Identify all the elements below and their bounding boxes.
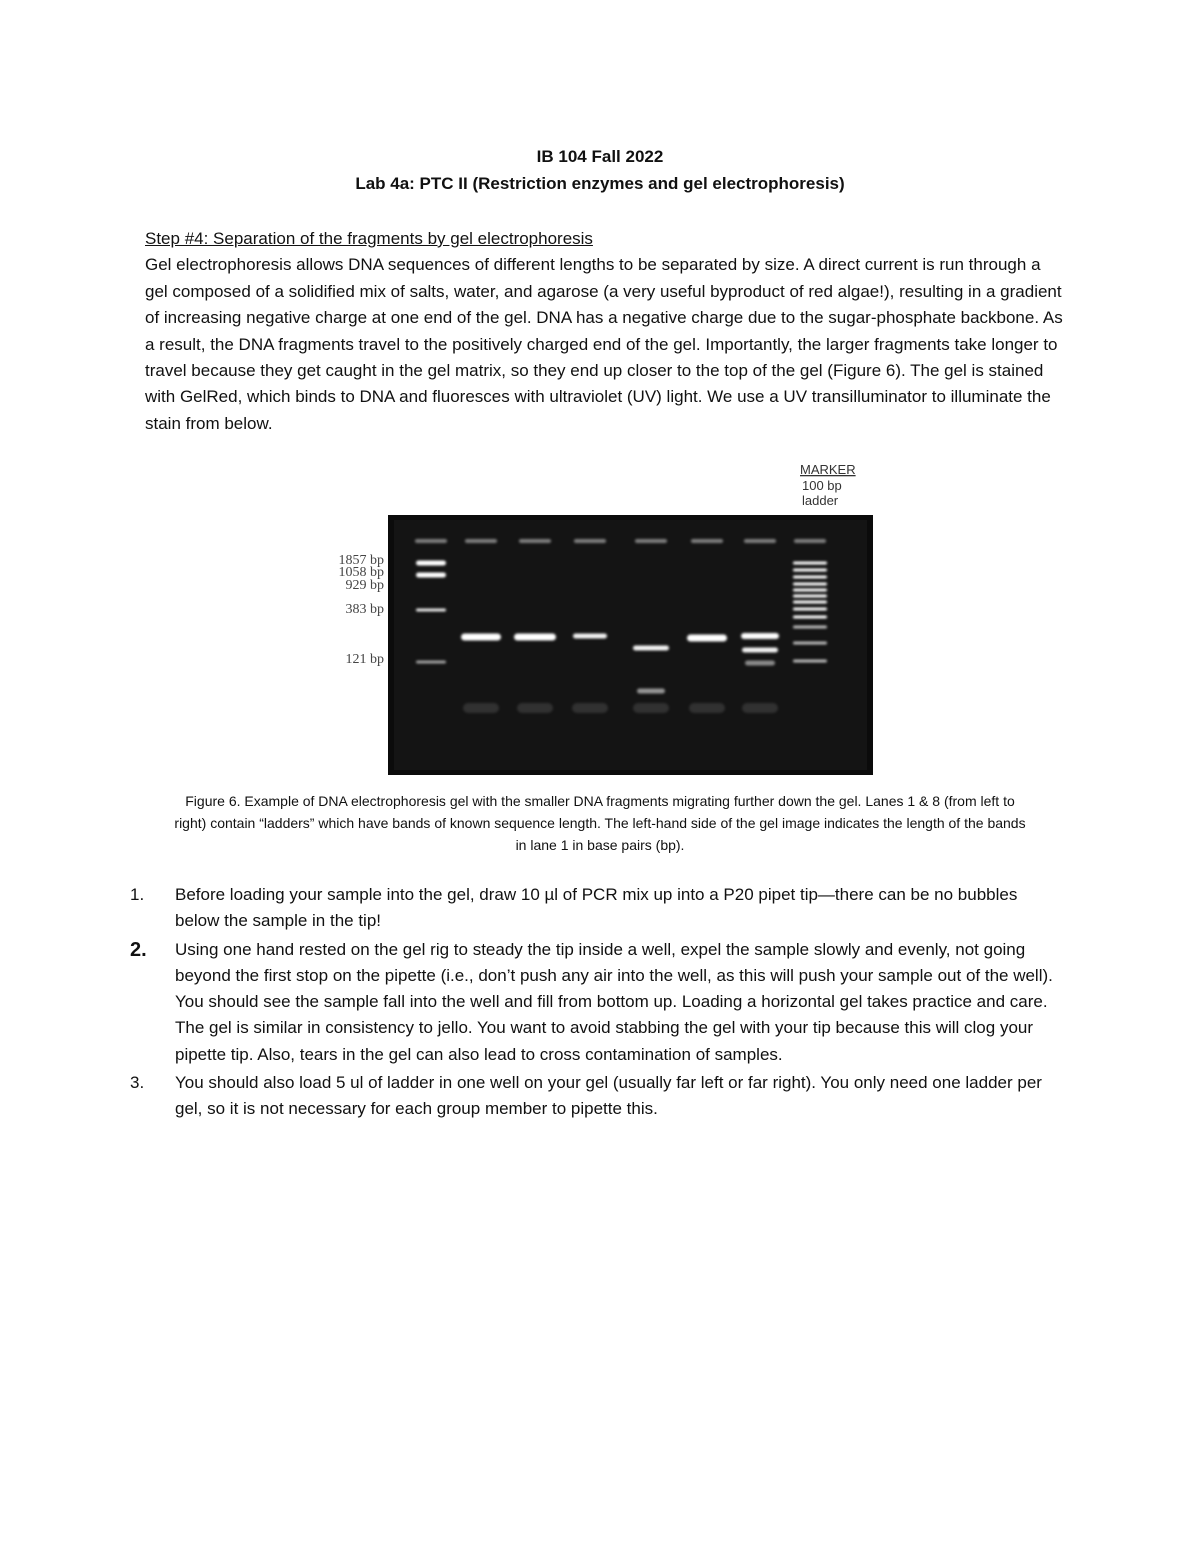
marker-label: MARKER xyxy=(800,462,856,477)
primer-smear xyxy=(633,703,669,713)
size-label-383: 383 bp xyxy=(345,602,384,617)
gel-well xyxy=(574,539,606,543)
lab-title: Lab 4a: PTC II (Restriction enzymes and gel electrophoresis) xyxy=(355,174,845,193)
figure-caption: Figure 6. Example of DNA electrophoresis gel with the smaller DNA fragments migrating further down the gel. Lanes 1 & 8 (from left to right) contain “ladders” which have bands of known sequence length. The left-hand side of the gel image indicates the length of the bands in lane 1 in base pairs (bp). xyxy=(174,793,1026,853)
course-title: IB 104 Fall 2022 xyxy=(536,147,664,166)
step-section xyxy=(145,226,1065,437)
step-number: 2. xyxy=(130,938,147,961)
ladder-band xyxy=(416,661,446,664)
marker-band xyxy=(793,583,827,586)
sample-band xyxy=(745,661,775,666)
gel-well xyxy=(465,539,497,543)
size-label-1857: 1857 bp xyxy=(338,553,384,568)
gel-inner xyxy=(394,520,867,770)
marker-band xyxy=(793,569,827,572)
sample-band xyxy=(687,635,727,642)
gel-well xyxy=(519,539,551,543)
marker-band xyxy=(793,616,827,619)
size-label-121: 121 bp xyxy=(345,652,384,667)
gel-well xyxy=(794,539,826,543)
primer-smear xyxy=(517,703,553,713)
sample-band xyxy=(742,648,778,653)
sample-band xyxy=(514,634,556,641)
step-text: Before loading your sample into the gel, draw 10 µl of PCR mix up into a P20 pipet tip—there can be no bubbles below the sample in the tip! xyxy=(175,885,1018,931)
ladder-band xyxy=(416,573,446,578)
step-heading: Step #4: Separation of the fragments by gel electrophoresis xyxy=(145,229,593,248)
size-label-1058: 1058 bp xyxy=(338,565,384,580)
marker-band xyxy=(793,601,827,604)
primer-smear xyxy=(742,703,778,713)
step-number: 3. xyxy=(130,1073,145,1093)
marker-band xyxy=(793,576,827,579)
sample-band xyxy=(741,633,779,639)
step-text: Using one hand rested on the gel rig to steady the tip inside a well, expel the sample slowly and evenly, not going beyond the first stop on the pipette (i.e., don’t push any air into the well, as this will push your sample out of the well). You should see the sample fall into the well and fill from bottom up. Loading a horizontal gel takes practice and care. The gel is similar in consistency to jello. You want to avoid stabbing the gel with your tip because this will clog your pipette tip. Also, tears in the gel can also lead to cross contamination of samples. xyxy=(175,939,1053,1064)
sample-band xyxy=(461,634,501,641)
marker-band xyxy=(793,642,827,645)
gel-well xyxy=(415,539,447,543)
gel-well xyxy=(691,539,723,543)
size-label-929: 929 bp xyxy=(345,578,384,593)
primer-smear xyxy=(572,703,608,713)
marker-sub1: 100 bp xyxy=(802,478,842,493)
procedure-step-3 xyxy=(130,1070,1065,1123)
gel-well xyxy=(744,539,776,543)
step-number: 1. xyxy=(130,885,145,904)
marker-band xyxy=(793,660,827,663)
marker-band xyxy=(793,595,827,598)
ladder-band xyxy=(416,609,446,612)
step-paragraph: Gel electrophoresis allows DNA sequences of different lengths to be separated by size. A direct current is run through a gel composed of a solidified mix of salts, water, and agarose (a very useful byproduct of red algae!), resulting in a gradient of increasing negative charge at one end of the gel. DNA has a negative charge due to the sugar-phosphate backbone. As a result, the DNA fragments travel to the positively charged end of the gel. Importantly, the larger fragments take longer to travel because they get caught in the gel matrix, so they end up closer to the top of the gel (Figure 6). The gel is stained with GelRed, which binds to DNA and fluoresces with ultraviolet (UV) light. We use a UV transilluminator to illuminate the stain from below. xyxy=(145,255,1063,433)
primer-smear xyxy=(689,703,725,713)
procedure-step-1 xyxy=(130,882,1065,935)
procedure-list xyxy=(130,882,1065,1125)
marker-band xyxy=(793,626,827,629)
sample-band xyxy=(637,689,665,694)
marker-band xyxy=(793,608,827,611)
sample-band xyxy=(573,634,607,639)
sample-band xyxy=(633,646,669,651)
marker-band xyxy=(793,562,827,565)
marker-sub2: ladder xyxy=(802,493,839,508)
step-text: You should also load 5 ul of ladder in one well on your gel (usually far left or far right). You only need one ladder per gel, so it is not necessary for each group member to pipette this. xyxy=(175,1073,1042,1119)
ladder-band xyxy=(416,561,446,566)
gel-well xyxy=(635,539,667,543)
gel-electrophoresis-figure xyxy=(318,460,878,775)
primer-smear xyxy=(463,703,499,713)
marker-band xyxy=(793,589,827,592)
procedure-step-2 xyxy=(130,937,1065,1068)
